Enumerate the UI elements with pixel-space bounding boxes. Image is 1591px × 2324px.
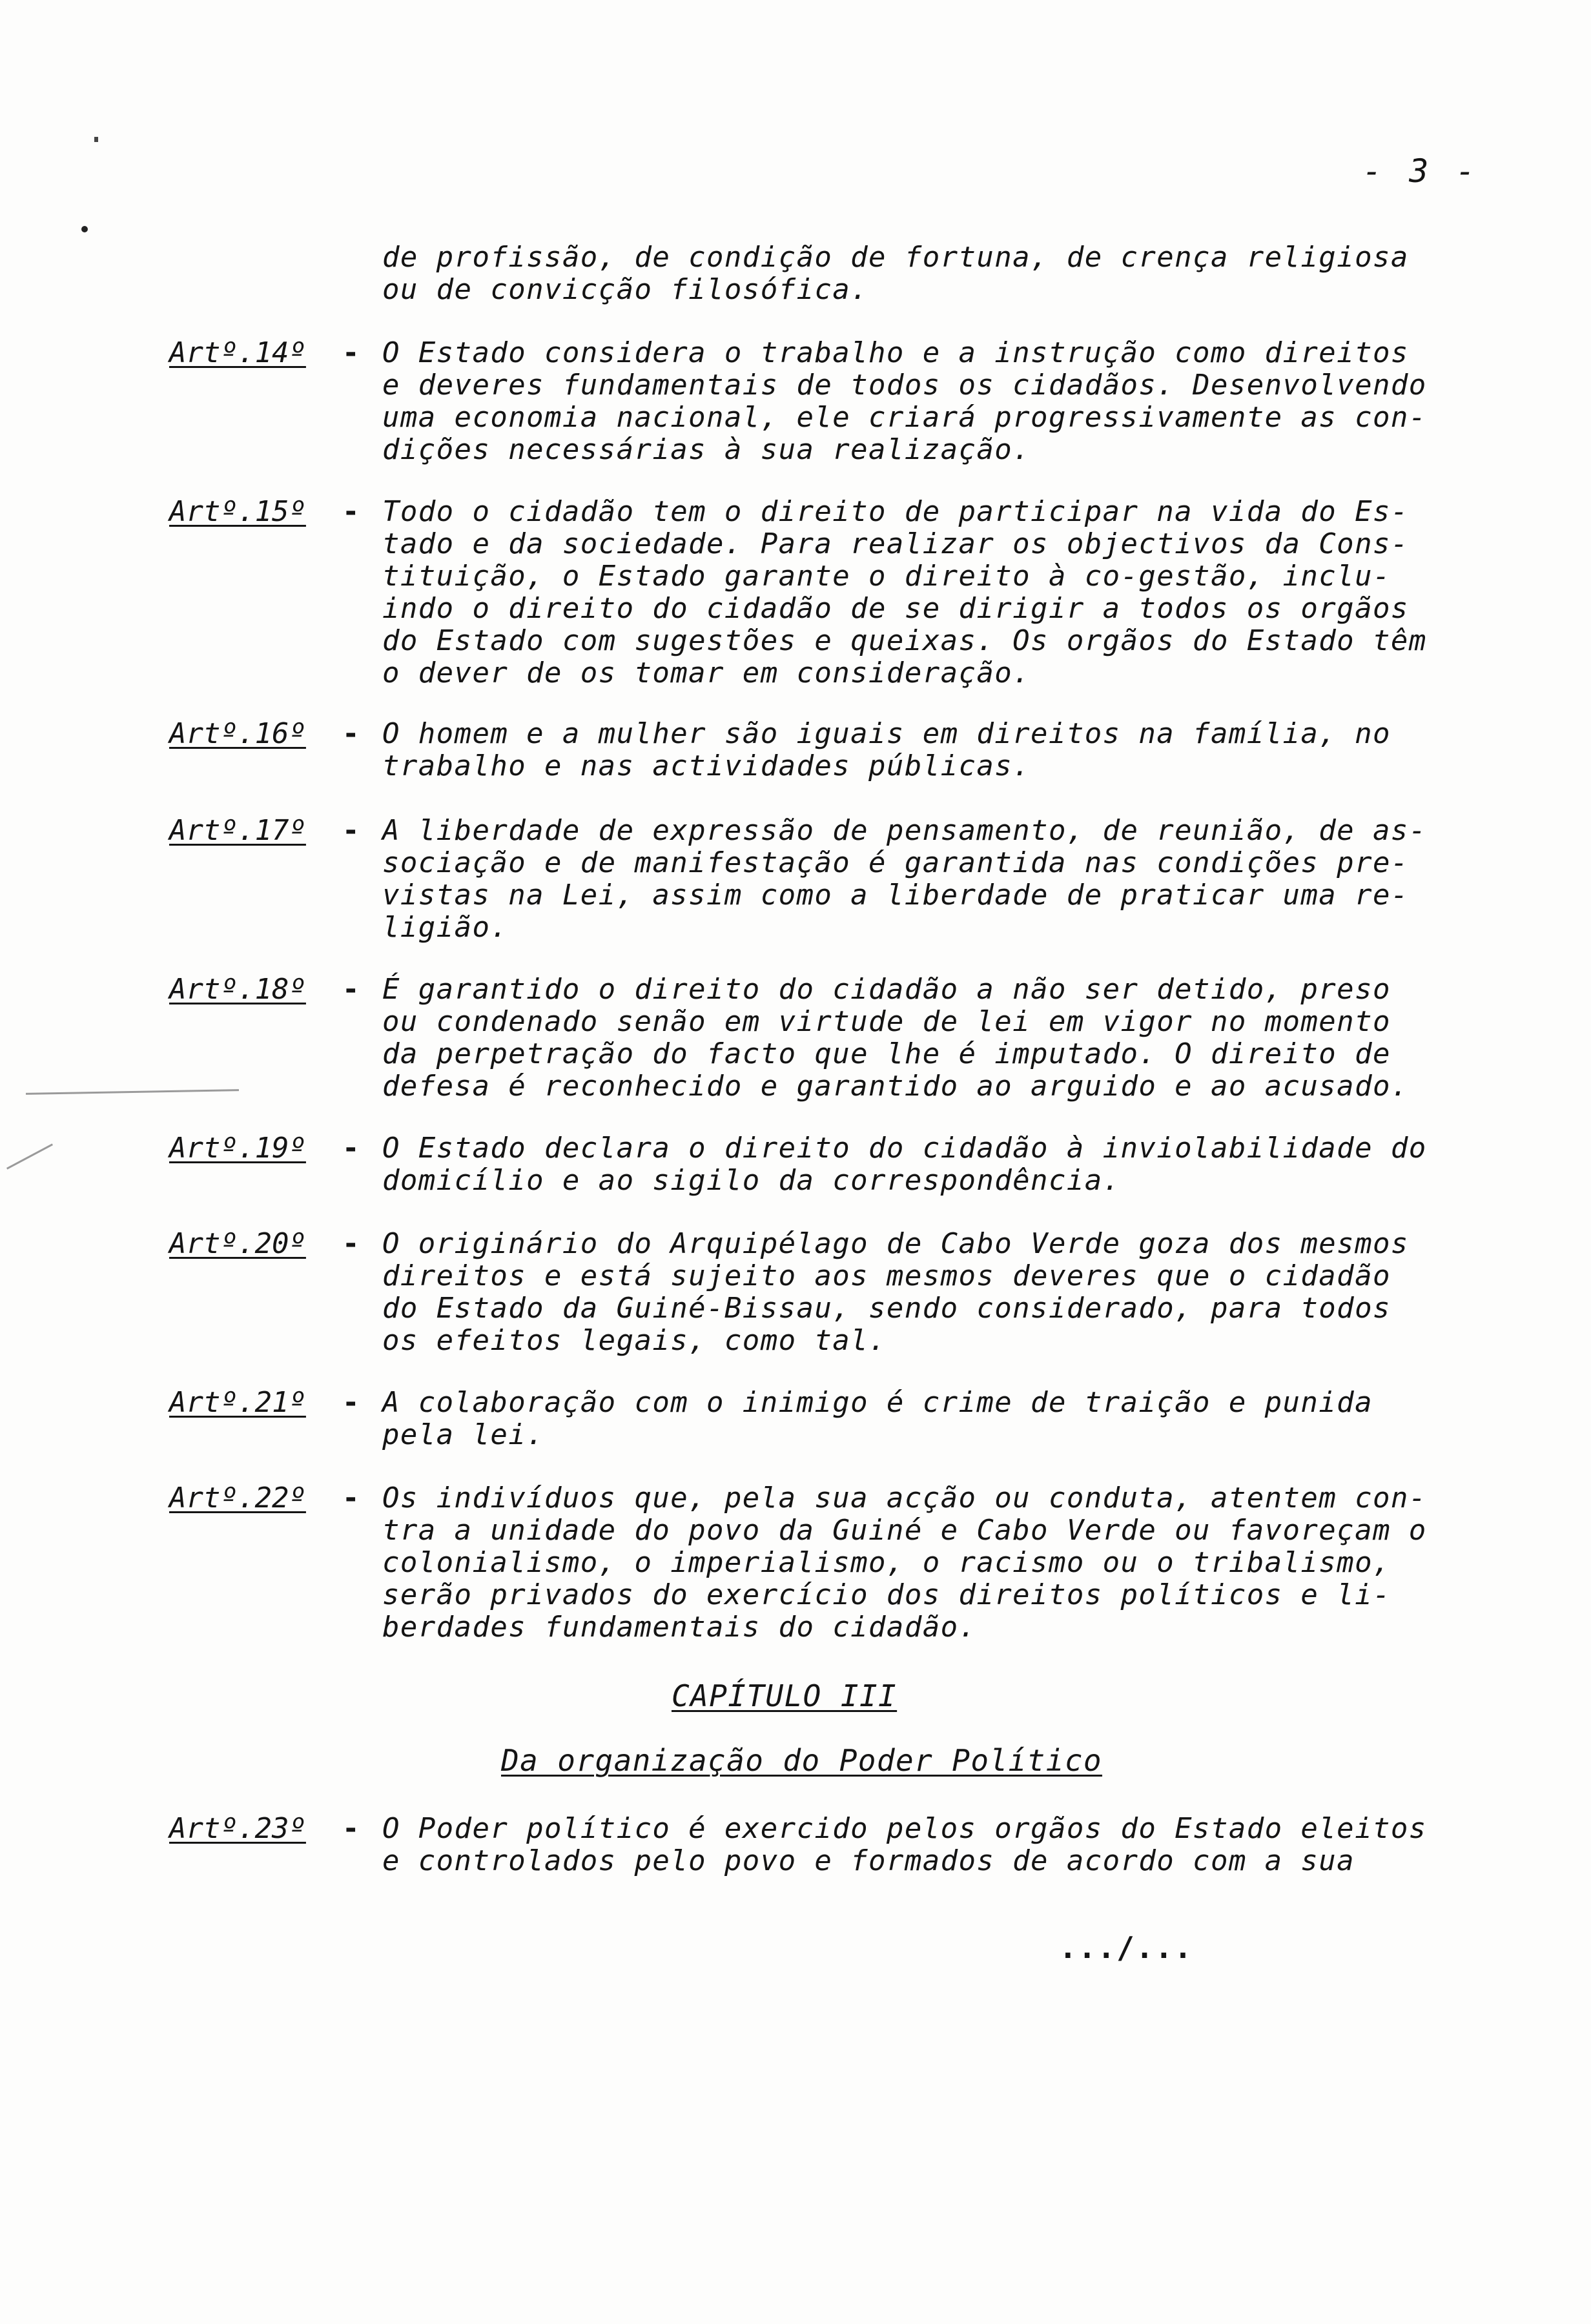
scan-mark bbox=[94, 137, 98, 142]
article-label: Artº.14º bbox=[169, 336, 306, 369]
article-label: Artº.17º bbox=[169, 814, 306, 847]
article-line: colonialismo, o imperialismo, o racismo ou o tribalismo, bbox=[382, 1546, 1391, 1579]
article-label: Artº.23º bbox=[169, 1812, 306, 1845]
article-line: da perpetração do facto que lhe é imputado. O direito de bbox=[382, 1037, 1391, 1070]
article-label: Artº.21º bbox=[169, 1386, 306, 1419]
intro-line: ou de convicção filosófica. bbox=[382, 273, 869, 306]
article-dash: - bbox=[342, 336, 360, 369]
article-line: e deveres fundamentais de todos os cidadãos. Desenvolvendo bbox=[382, 369, 1427, 402]
article-line: indo o direito do cidadão de se dirigir a todos os orgãos bbox=[382, 592, 1409, 625]
article-line: sociação e de manifestação é garantida nas condições pre- bbox=[382, 846, 1409, 879]
article-line: berdades fundamentais do cidadão. bbox=[382, 1611, 977, 1644]
article-line: serão privados do exercício dos direitos políticos e li- bbox=[382, 1578, 1391, 1611]
article-dash: - bbox=[342, 1386, 360, 1419]
chapter-subtitle: Da organização do Poder Político bbox=[501, 1743, 1103, 1778]
article-line: O Estado considera o trabalho e a instrução como direitos bbox=[382, 336, 1409, 369]
article-line: Os indivíduos que, pela sua acção ou conduta, atentem con- bbox=[382, 1482, 1427, 1514]
article-line: uma economia nacional, ele criará progressivamente as con- bbox=[382, 401, 1427, 434]
article-line: do Estado da Guiné-Bissau, sendo considerado, para todos bbox=[382, 1292, 1391, 1325]
article-line: tituição, o Estado garante o direito à co-gestão, inclu- bbox=[382, 560, 1391, 593]
article-line: o dever de os tomar em consideração. bbox=[382, 657, 1031, 689]
article-line: e controlados pelo povo e formados de acordo com a sua bbox=[382, 1844, 1355, 1877]
article-line: ligião. bbox=[382, 911, 509, 944]
article-dash: - bbox=[342, 717, 360, 750]
article-line: O homem e a mulher são iguais em direitos na família, no bbox=[382, 717, 1391, 750]
article-line: vistas na Lei, assim como a liberdade de praticar uma re- bbox=[382, 879, 1409, 912]
article-line: tra a unidade do povo da Guiné e Cabo Verde ou favoreçam o bbox=[382, 1514, 1427, 1547]
article-line: tado e da sociedade. Para realizar os objectivos da Cons- bbox=[382, 527, 1409, 560]
article-dash: - bbox=[342, 1482, 360, 1514]
article-line: pela lei. bbox=[382, 1418, 545, 1451]
scan-mark bbox=[6, 1143, 53, 1169]
article-line: O Estado declara o direito do cidadão à inviolabilidade do bbox=[382, 1132, 1427, 1165]
article-line: trabalho e nas actividades públicas. bbox=[382, 749, 1031, 782]
page-number: - 3 - bbox=[1362, 152, 1479, 190]
article-dash: - bbox=[342, 1132, 360, 1165]
article-label: Artº.22º bbox=[169, 1482, 306, 1514]
article-line: A colaboração com o inimigo é crime de traição e punida bbox=[382, 1386, 1373, 1419]
article-line: defesa é reconhecido e garantido ao arguido e ao acusado. bbox=[382, 1070, 1409, 1103]
article-label: Artº.18º bbox=[169, 973, 306, 1006]
article-line: ou condenado senão em virtude de lei em vigor no momento bbox=[382, 1005, 1391, 1038]
article-line: os efeitos legais, como tal. bbox=[382, 1324, 887, 1357]
article-line: do Estado com sugestões e queixas. Os orgãos do Estado têm bbox=[382, 624, 1427, 657]
article-label: Artº.20º bbox=[169, 1227, 306, 1260]
article-line: A liberdade de expressão de pensamento, de reunião, de as- bbox=[382, 814, 1427, 847]
intro-line: de profissão, de condição de fortuna, de crença religiosa bbox=[382, 241, 1409, 274]
article-dash: - bbox=[342, 495, 360, 528]
article-label: Artº.19º bbox=[169, 1132, 306, 1165]
article-line: Todo o cidadão tem o direito de participar na vida do Es- bbox=[382, 495, 1409, 528]
article-dash: - bbox=[342, 814, 360, 847]
article-line: É garantido o direito do cidadão a não ser detido, preso bbox=[382, 973, 1391, 1006]
scan-mark bbox=[26, 1089, 239, 1095]
article-dash: - bbox=[342, 1227, 360, 1260]
article-line: direitos e está sujeito aos mesmos deveres que o cidadão bbox=[382, 1259, 1391, 1292]
scan-mark bbox=[81, 226, 88, 232]
article-dash: - bbox=[342, 973, 360, 1006]
article-line: O originário do Arquipélago de Cabo Verde goza dos mesmos bbox=[382, 1227, 1409, 1260]
article-line: domicílio e ao sigilo da correspondência. bbox=[382, 1164, 1121, 1197]
continuation-marker: .../... bbox=[1059, 1930, 1193, 1965]
article-line: O Poder político é exercido pelos orgãos do Estado eleitos bbox=[382, 1812, 1427, 1845]
article-dash: - bbox=[342, 1812, 360, 1845]
article-line: dições necessárias à sua realização. bbox=[382, 433, 1031, 466]
chapter-title: CAPÍTULO III bbox=[672, 1678, 898, 1713]
article-label: Artº.15º bbox=[169, 495, 306, 528]
article-label: Artº.16º bbox=[169, 717, 306, 750]
